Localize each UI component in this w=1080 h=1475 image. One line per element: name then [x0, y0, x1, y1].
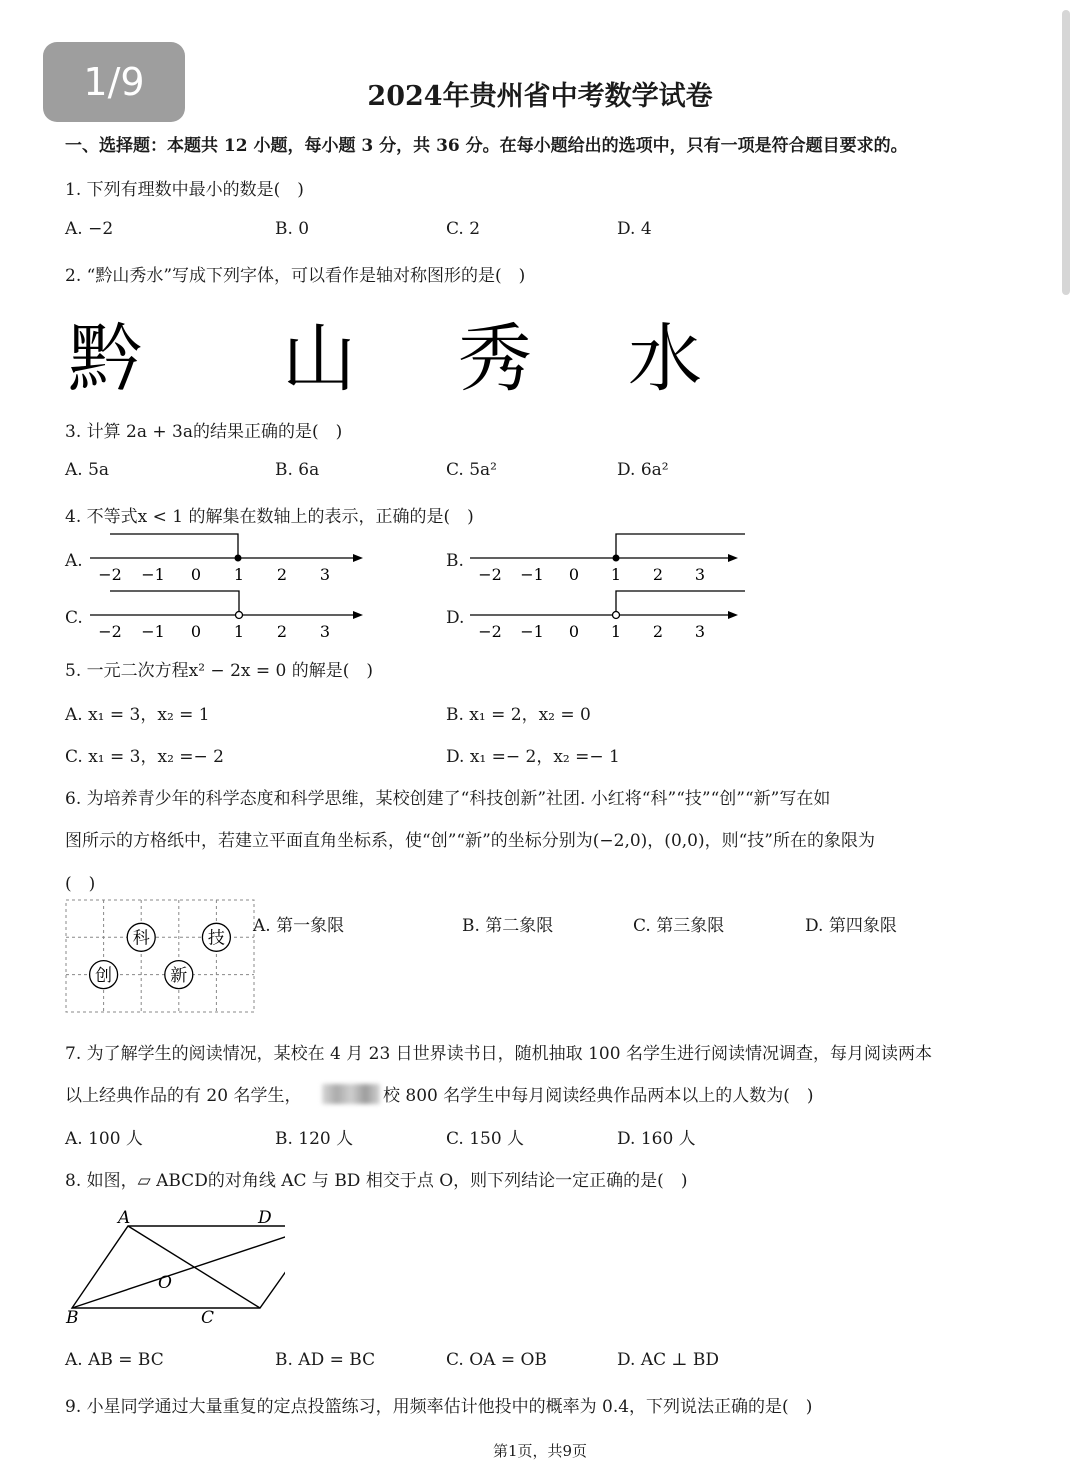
tick-label: −1 [141, 565, 165, 583]
q5-option-b: B. x₁ = 2，x₂ = 0 [446, 705, 591, 725]
grid-char-xin: 新 [170, 965, 188, 986]
q4-label-a: A. [65, 551, 83, 571]
tick-label: 1 [233, 565, 245, 583]
tick-label: −1 [520, 622, 544, 640]
question-7-line-2b: 校 800 名学生中每月阅读经典作品两本以上的人数为( ) [383, 1086, 814, 1106]
page-indicator-badge[interactable]: 1/9 [43, 42, 185, 122]
q3-option-c: C. 5a² [446, 460, 497, 480]
tick-label: 1 [610, 565, 622, 583]
point-label-a: A [118, 1208, 131, 1228]
point-label-o: O [158, 1273, 172, 1293]
tick-label: 2 [276, 565, 288, 583]
tick-label: −2 [478, 565, 502, 583]
question-9-stem: 9. 小星同学通过大量重复的定点投篮练习，用频率估计他投中的概率为 0.4，下列说法正确的是( ) [65, 1397, 813, 1417]
q4-number-line-c [85, 585, 370, 640]
q7-option-c: C. 150 人 [446, 1129, 525, 1149]
tick-label: −2 [98, 565, 122, 583]
q8-option-b: B. AD = BC [275, 1350, 376, 1370]
grid-char-ji: 技 [207, 928, 225, 949]
q8-option-c: C. OA = OB [446, 1350, 547, 1370]
q3-option-b: B. 6a [275, 460, 320, 480]
question-2-stem: 2. “黔山秀水”写成下列字体，可以看作是轴对称图形的是( ) [65, 266, 526, 286]
q1-option-b: B. 0 [275, 219, 310, 239]
tick-label: 0 [568, 565, 580, 583]
q7-option-d: D. 160 人 [617, 1129, 696, 1149]
tick-label: 3 [694, 565, 706, 583]
q1-option-c: C. 2 [446, 219, 481, 239]
question-1-stem: 1. 下列有理数中最小的数是( ) [65, 180, 304, 200]
tick-label: −2 [478, 622, 502, 640]
q5-option-a: A. x₁ = 3，x₂ = 1 [65, 705, 210, 725]
q6-option-d: D. 第四象限 [805, 916, 897, 936]
blurred-text-region [322, 1084, 380, 1104]
q4-label-d: D. [446, 608, 465, 628]
q4-number-line-b [465, 528, 750, 583]
tick-label: 2 [652, 622, 664, 640]
question-7-line-2a: 以上经典作品的有 20 名学生， [65, 1086, 302, 1106]
q5-option-c: C. x₁ = 3，x₂ =− 2 [65, 747, 224, 767]
tick-label: 1 [233, 622, 245, 640]
tick-label: 2 [276, 622, 288, 640]
tick-label: 2 [652, 565, 664, 583]
grid-char-chuang: 创 [95, 965, 113, 986]
q4-label-c: C. [65, 608, 83, 628]
page-footer: 第1页，共9页 [492, 1442, 588, 1460]
q6-option-b: B. 第二象限 [462, 916, 554, 936]
q6-option-a: A. 第一象限 [253, 916, 345, 936]
question-3-stem: 3. 计算 2a + 3a的结果正确的是( ) [65, 422, 343, 442]
tick-label: 3 [319, 565, 331, 583]
q6-option-c: C. 第三象限 [633, 916, 725, 936]
tick-label: 0 [190, 565, 202, 583]
scrollbar[interactable] [1062, 10, 1070, 295]
tick-label: 0 [190, 622, 202, 640]
q7-option-a: A. 100 人 [65, 1129, 143, 1149]
q4-label-b: B. [446, 551, 464, 571]
q4-number-line-a [85, 528, 370, 583]
q8-parallelogram-figure [60, 1205, 285, 1330]
q2-char-qian: 黔 [68, 316, 142, 402]
question-8-stem: 8. 如图，▱ ABCD的对角线 AC 与 BD 相交于点 O，则下列结论一定正确的是( ) [65, 1171, 688, 1191]
point-label-d: D [258, 1208, 272, 1228]
point-label-b: B [66, 1308, 79, 1328]
q1-option-a: A. −2 [65, 219, 114, 239]
q5-option-d: D. x₁ =− 2，x₂ =− 1 [446, 747, 620, 767]
tick-label: −1 [141, 622, 165, 640]
tick-label: 3 [319, 622, 331, 640]
question-4-stem: 4. 不等式x < 1 的解集在数轴上的表示，正确的是( ) [65, 507, 474, 527]
q2-char-shui: 水 [628, 316, 702, 402]
tick-label: 0 [568, 622, 580, 640]
q4-number-line-d [465, 585, 750, 640]
section-heading: 一、选择题：本题共 12 小题，每小题 3 分，共 36 分。在每小题给出的选项中，只有一项是符合题目要求的。 [65, 136, 908, 156]
grid-char-ke: 科 [132, 928, 150, 949]
question-5-stem: 5. 一元二次方程x² − 2x = 0 的解是( ) [65, 661, 374, 681]
q2-char-xiu: 秀 [458, 316, 532, 402]
q8-option-a: A. AB = BC [65, 1350, 164, 1370]
q3-option-d: D. 6a² [617, 460, 669, 480]
question-7-line-1: 7. 为了解学生的阅读情况，某校在 4 月 23 日世界读书日，随机抽取 100 名学生进行阅读情况调查，每月阅读两本 [65, 1044, 932, 1064]
tick-label: 1 [610, 622, 622, 640]
q6-grid-figure [65, 899, 257, 1015]
q8-option-d: D. AC ⊥ BD [617, 1350, 720, 1370]
question-6-line-2: 图所示的方格纸中，若建立平面直角坐标系，使“创”“新”的坐标分别为(−2,0)，(0,0)，则“技”所在的象限为 [65, 831, 875, 851]
point-label-c: C [201, 1308, 215, 1328]
tick-label: −2 [98, 622, 122, 640]
tick-label: −1 [520, 565, 544, 583]
q2-char-shan: 山 [282, 316, 356, 402]
q1-option-d: D. 4 [617, 219, 652, 239]
question-6-line-1: 6. 为培养青少年的科学态度和科学思维，某校创建了“科技创新”社团. 小红将“科”“技”“创”“新”写在如 [65, 789, 831, 809]
q3-option-a: A. 5a [65, 460, 110, 480]
q7-option-b: B. 120 人 [275, 1129, 354, 1149]
tick-label: 3 [694, 622, 706, 640]
exam-title: 2024年贵州省中考数学试卷 [367, 81, 713, 112]
question-6-line-3: ( ) [65, 874, 96, 894]
